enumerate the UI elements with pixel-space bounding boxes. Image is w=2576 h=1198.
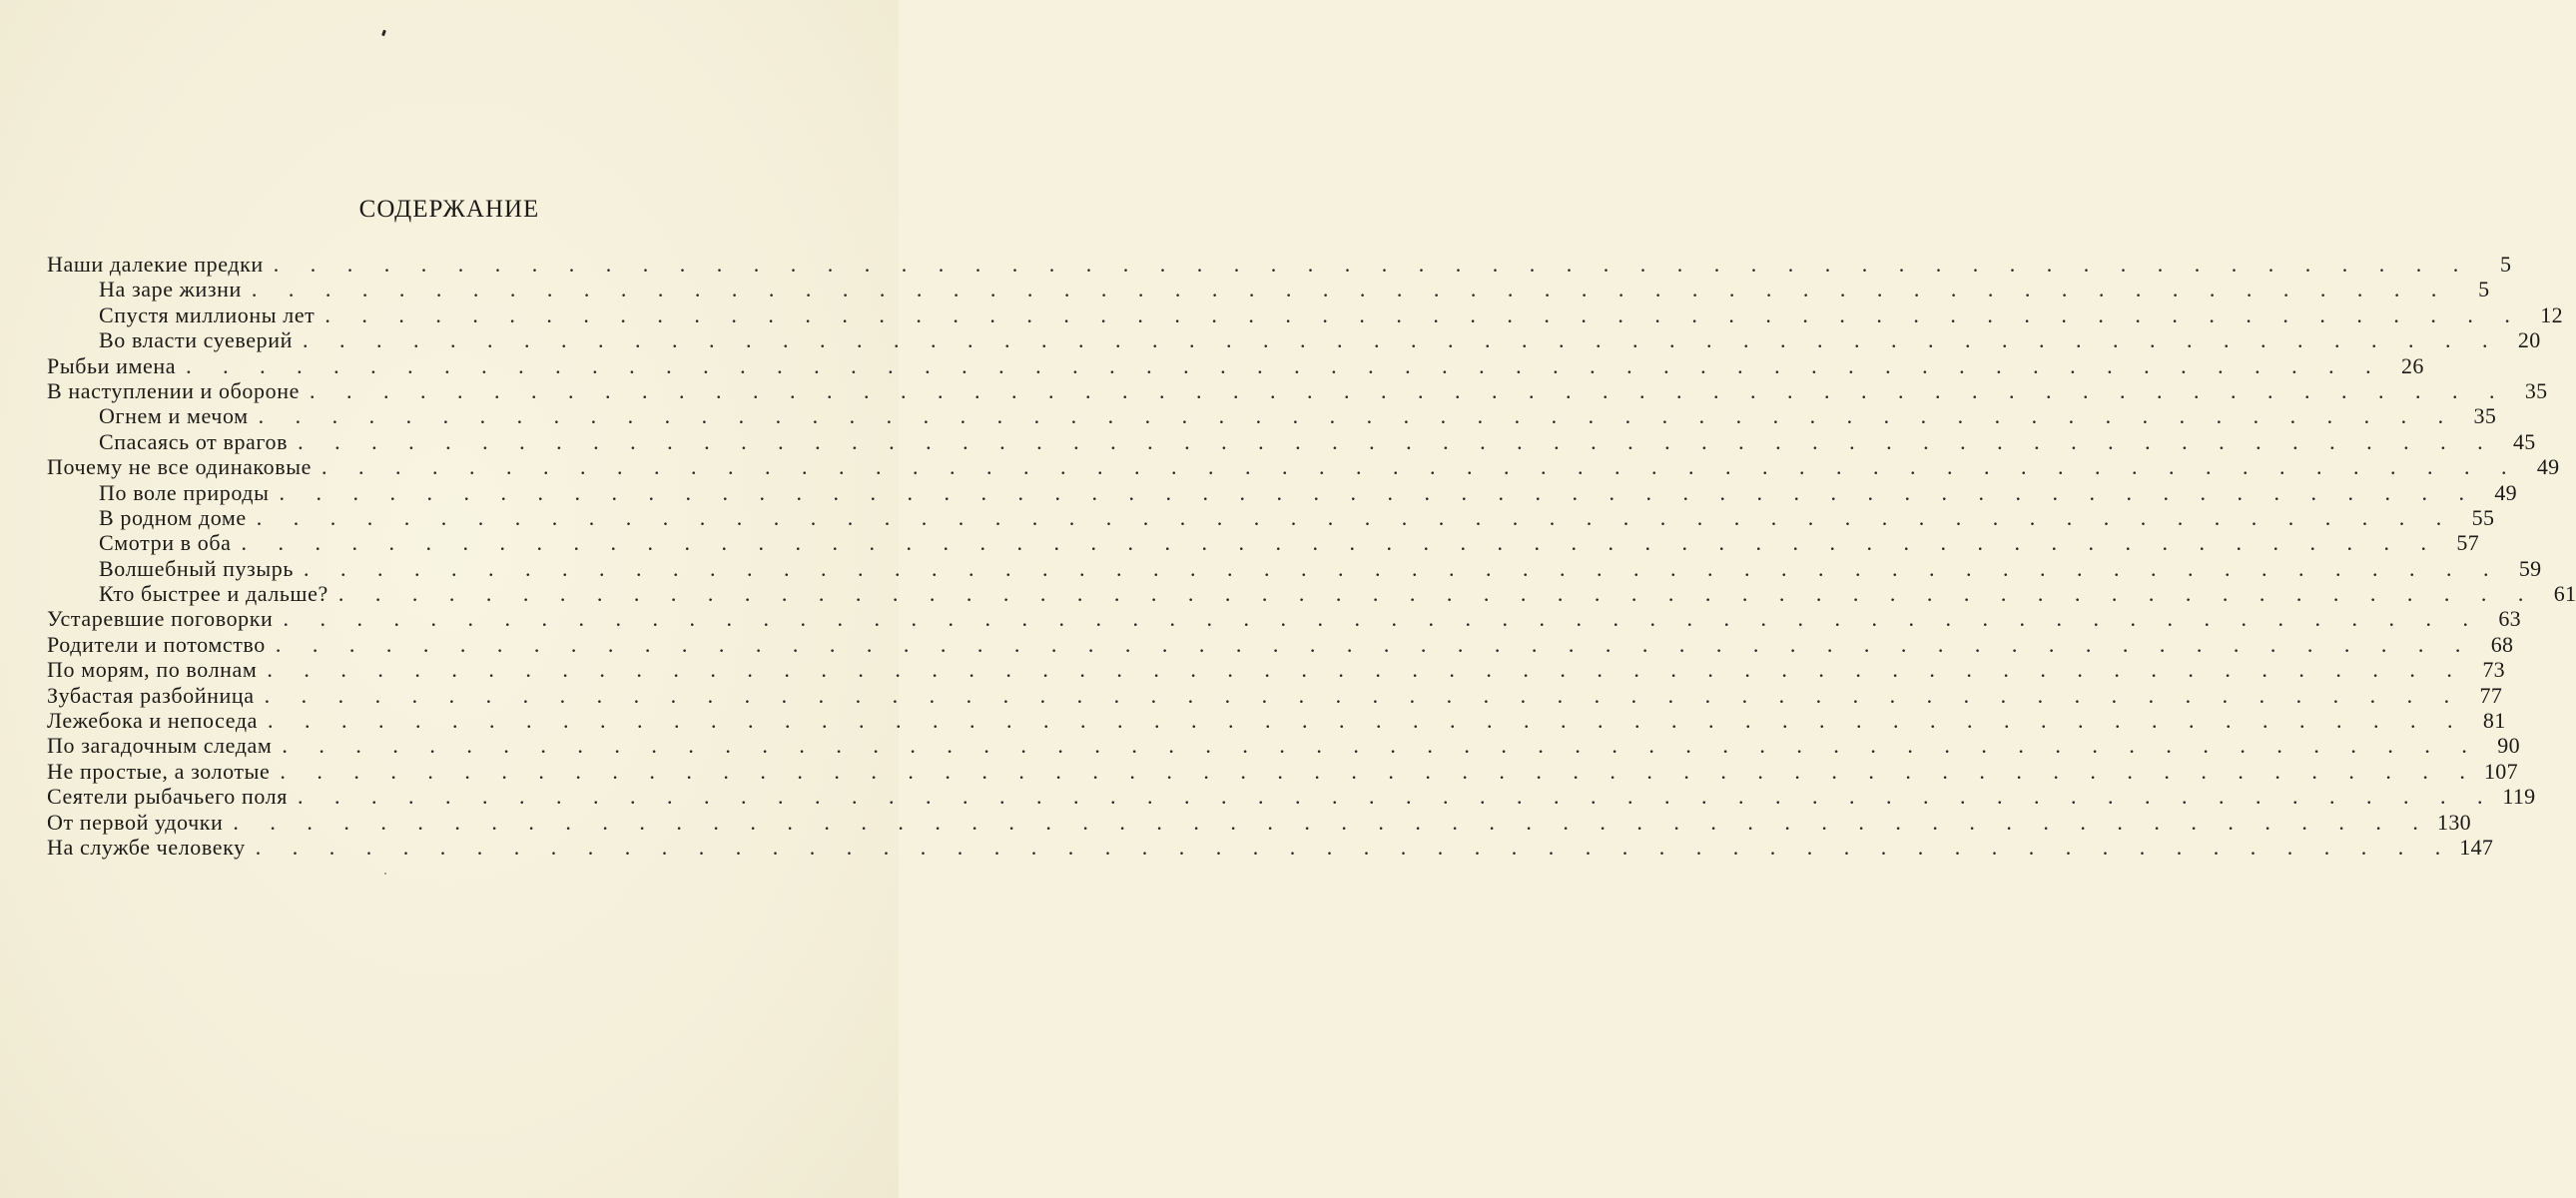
toc-entry	[47, 454, 2560, 480]
toc-entry-title: По морям, по волнам	[47, 657, 258, 683]
ink-speck	[384, 873, 386, 875]
toc-page-number: 26	[2401, 352, 2424, 378]
toc-entry-title: Во власти суеверий	[99, 327, 293, 353]
toc-entry-title: От первой удочки	[47, 809, 224, 835]
toc-entry-title: Смотри в оба	[99, 530, 232, 556]
toc-subentry	[47, 327, 2541, 353]
dot-leader: . . . . . . . . . . . . . . . . . . . . . . . . . . . . . . . . . . . . . . . . . . . . . . . . . . . . . . . . . . . .	[303, 555, 2502, 581]
toc-entry-title: Огнем и мечом	[99, 403, 249, 429]
toc-page-number: 81	[2482, 708, 2506, 734]
toc-entry	[47, 784, 2536, 810]
dot-leader: . . . . . . . . . . . . . . . . . . . . . . . . . . . . . . . . . . . . . . . . . . . . . . . . . . . . . . . . . . . .	[233, 809, 2431, 835]
dot-leader: . . . . . . . . . . . . . . . . . . . . . . . . . . . . . . . . . . . . . . . . . . . . . . . . . . . . . . . . . . . .	[275, 631, 2474, 657]
dot-leader: . . . . . . . . . . . . . . . . . . . . . . . . . . . . . . . . . . . . . . . . . . . . . . . . . . . . . . . . . . . .	[282, 733, 2480, 759]
dot-leader: . . . . . . . . . . . . . . . . . . . . . . . . . . . . . . . . . . . . . . . . . . . . . . . . . . . . . . . . . . . .	[309, 377, 2508, 403]
toc-entry-title: Почему не все одинаковые	[47, 454, 312, 480]
toc-page-number: 5	[2478, 277, 2490, 302]
dot-leader: . . . . . . . . . . . . . . . . . . . . . . . . . . . . . . . . . . . . . . . . . . . . . . . . . . . . . . . . . . . .	[267, 657, 2465, 683]
toc-entry-title: Волшебный пузырь	[99, 555, 294, 581]
dot-leader: . . . . . . . . . . . . . . . . . . . . . . . . . . . . . . . . . . . . . . . . . . . . . . . . . . . . . . . . . . . .	[337, 581, 2537, 607]
toc-page-number: 5	[2499, 252, 2512, 277]
toc-entry-title: По воле природы	[99, 479, 270, 505]
toc-page-number: 35	[2473, 403, 2497, 429]
toc-subentry	[47, 504, 2495, 530]
dot-leader: . . . . . . . . . . . . . . . . . . . . . . . . . . . . . . . . . . . . . . . . . . . . . . . . . . . . . . . . . . . .	[186, 352, 2384, 378]
toc-subentry	[47, 555, 2542, 581]
toc-entry-title: В наступлении и обороне	[47, 377, 300, 403]
toc-entry	[47, 733, 2520, 759]
toc-entry-title: Сеятели рыбачьего поля	[47, 784, 288, 810]
dot-leader: . . . . . . . . . . . . . . . . . . . . . . . . . . . . . . . . . . . . . . . . . . . . . . . . . . . . . . . . . . . .	[297, 784, 2496, 810]
toc-entry	[47, 708, 2506, 734]
toc-entry	[47, 758, 2518, 784]
toc-page-number: 61	[2553, 581, 2576, 607]
toc-entry-title: По загадочным следам	[47, 733, 273, 759]
dot-leader: . . . . . . . . . . . . . . . . . . . . . . . . . . . . . . . . . . . . . . . . . . . . . . . . . . . . . . . . . . . .	[321, 454, 2520, 480]
toc-subentry	[47, 403, 2497, 429]
toc-subentry	[47, 581, 2576, 607]
toc-page-number: 59	[2518, 555, 2542, 581]
toc-entry-title: Зубастая разбойница	[47, 682, 255, 708]
toc-page-number: 90	[2497, 733, 2520, 759]
toc-entry-title: Устаревшие поговорки	[47, 606, 274, 632]
dot-leader: . . . . . . . . . . . . . . . . . . . . . . . . . . . . . . . . . . . . . . . . . . . . . . . . . . . . . . . . . . . .	[280, 758, 2478, 784]
dot-leader: . . . . . . . . . . . . . . . . . . . . . . . . . . . . . . . . . . . . . . . . . . . . . . . . . . . . . . . . . . . .	[255, 834, 2454, 860]
toc-page-number: 20	[2517, 327, 2541, 353]
toc-page-number: 63	[2498, 606, 2521, 632]
toc-page-number: 147	[2459, 834, 2494, 860]
toc-page-number: 35	[2524, 377, 2548, 403]
dot-leader: . . . . . . . . . . . . . . . . . . . . . . . . . . . . . . . . . . . . . . . . . . . . . . . . . . . . . . . . . . . .	[264, 682, 2463, 708]
toc-entry-title: Наши далекие предки	[47, 252, 264, 277]
page-title: СОДЕРЖАНИЕ	[358, 196, 540, 223]
toc-entry	[47, 809, 2471, 835]
toc-entry-title: Не простые, а золотые	[47, 758, 271, 784]
ink-mark	[381, 30, 386, 37]
dot-leader: . . . . . . . . . . . . . . . . . . . . . . . . . . . . . . . . . . . . . . . . . . . . . . . . . . . . . . . . . . . .	[256, 504, 2455, 530]
toc-page-number: 77	[2479, 682, 2503, 708]
toc-page-number: 49	[2494, 479, 2517, 505]
toc-subentry	[47, 530, 2480, 556]
toc-page-number: 73	[2482, 657, 2505, 683]
toc-entry	[47, 352, 2424, 378]
toc-page-number: 130	[2437, 809, 2471, 835]
dot-leader: . . . . . . . . . . . . . . . . . . . . . . . . . . . . . . . . . . . . . . . . . . . . . . . . . . . . . . . . . . . .	[258, 403, 2457, 429]
toc-entry	[47, 682, 2503, 708]
toc-entry-title: В родном доме	[99, 504, 247, 530]
toc-entry-title: Рыбьи имена	[47, 352, 177, 378]
toc-page-number: 57	[2456, 530, 2480, 556]
toc-entry	[47, 834, 2494, 860]
toc-entry	[47, 377, 2548, 403]
toc-subentry	[47, 479, 2517, 505]
dot-leader: . . . . . . . . . . . . . . . . . . . . . . . . . . . . . . . . . . . . . . . . . . . . . . . . . . . . . . . . . . . .	[298, 428, 2496, 454]
dot-leader: . . . . . . . . . . . . . . . . . . . . . . . . . . . . . . . . . . . . . . . . . . . . . . . . . . . . . . . . . . . .	[251, 277, 2450, 302]
toc-subentry	[47, 277, 2490, 302]
toc-page-number: 68	[2490, 631, 2514, 657]
table-of-contents	[47, 252, 2576, 860]
dot-leader: . . . . . . . . . . . . . . . . . . . . . . . . . . . . . . . . . . . . . . . . . . . . . . . . . . . . . . . . . . . .	[279, 479, 2477, 505]
toc-entry	[47, 657, 2505, 683]
toc-subentry	[47, 428, 2536, 454]
toc-entry-title: На службе человеку	[47, 834, 246, 860]
toc-entry-title: Родители и потомство	[47, 631, 266, 657]
dot-leader: . . . . . . . . . . . . . . . . . . . . . . . . . . . . . . . . . . . . . . . . . . . . . . . . . . . . . . . . . . . .	[268, 708, 2466, 734]
dot-leader: . . . . . . . . . . . . . . . . . . . . . . . . . . . . . . . . . . . . . . . . . . . . . . . . . . . . . . . . . . . .	[241, 530, 2440, 556]
toc-page-number: 107	[2483, 758, 2518, 784]
dot-leader: . . . . . . . . . . . . . . . . . . . . . . . . . . . . . . . . . . . . . . . . . . . . . . . . . . . . . . . . . . . .	[303, 327, 2501, 353]
toc-entry-title: Спустя миллионы лет	[99, 301, 316, 327]
toc-entry-title: Спасаясь от врагов	[99, 428, 289, 454]
toc-page-number: 49	[2536, 454, 2560, 480]
dot-leader: . . . . . . . . . . . . . . . . . . . . . . . . . . . . . . . . . . . . . . . . . . . . . . . . . . . . . . . . . . . .	[324, 301, 2523, 327]
toc-entry-title: Лежебока и непоседа	[47, 708, 259, 734]
toc-page-number: 45	[2512, 428, 2536, 454]
toc-subentry	[47, 301, 2563, 327]
toc-entry-title: Кто быстрее и дальше?	[99, 581, 328, 607]
dot-leader: . . . . . . . . . . . . . . . . . . . . . . . . . . . . . . . . . . . . . . . . . . . . . . . . . . . . . . . . . . . .	[283, 606, 2481, 632]
toc-entry-title: На заре жизни	[99, 277, 242, 302]
toc-page-number: 12	[2540, 301, 2563, 327]
toc-entry	[47, 252, 2512, 277]
toc-entry	[47, 631, 2514, 657]
dot-leader: . . . . . . . . . . . . . . . . . . . . . . . . . . . . . . . . . . . . . . . . . . . . . . . . . . . . . . . . . . . .	[273, 252, 2472, 277]
toc-page-number: 119	[2502, 784, 2536, 810]
toc-entry	[47, 606, 2521, 632]
toc-page-number: 55	[2471, 504, 2495, 530]
